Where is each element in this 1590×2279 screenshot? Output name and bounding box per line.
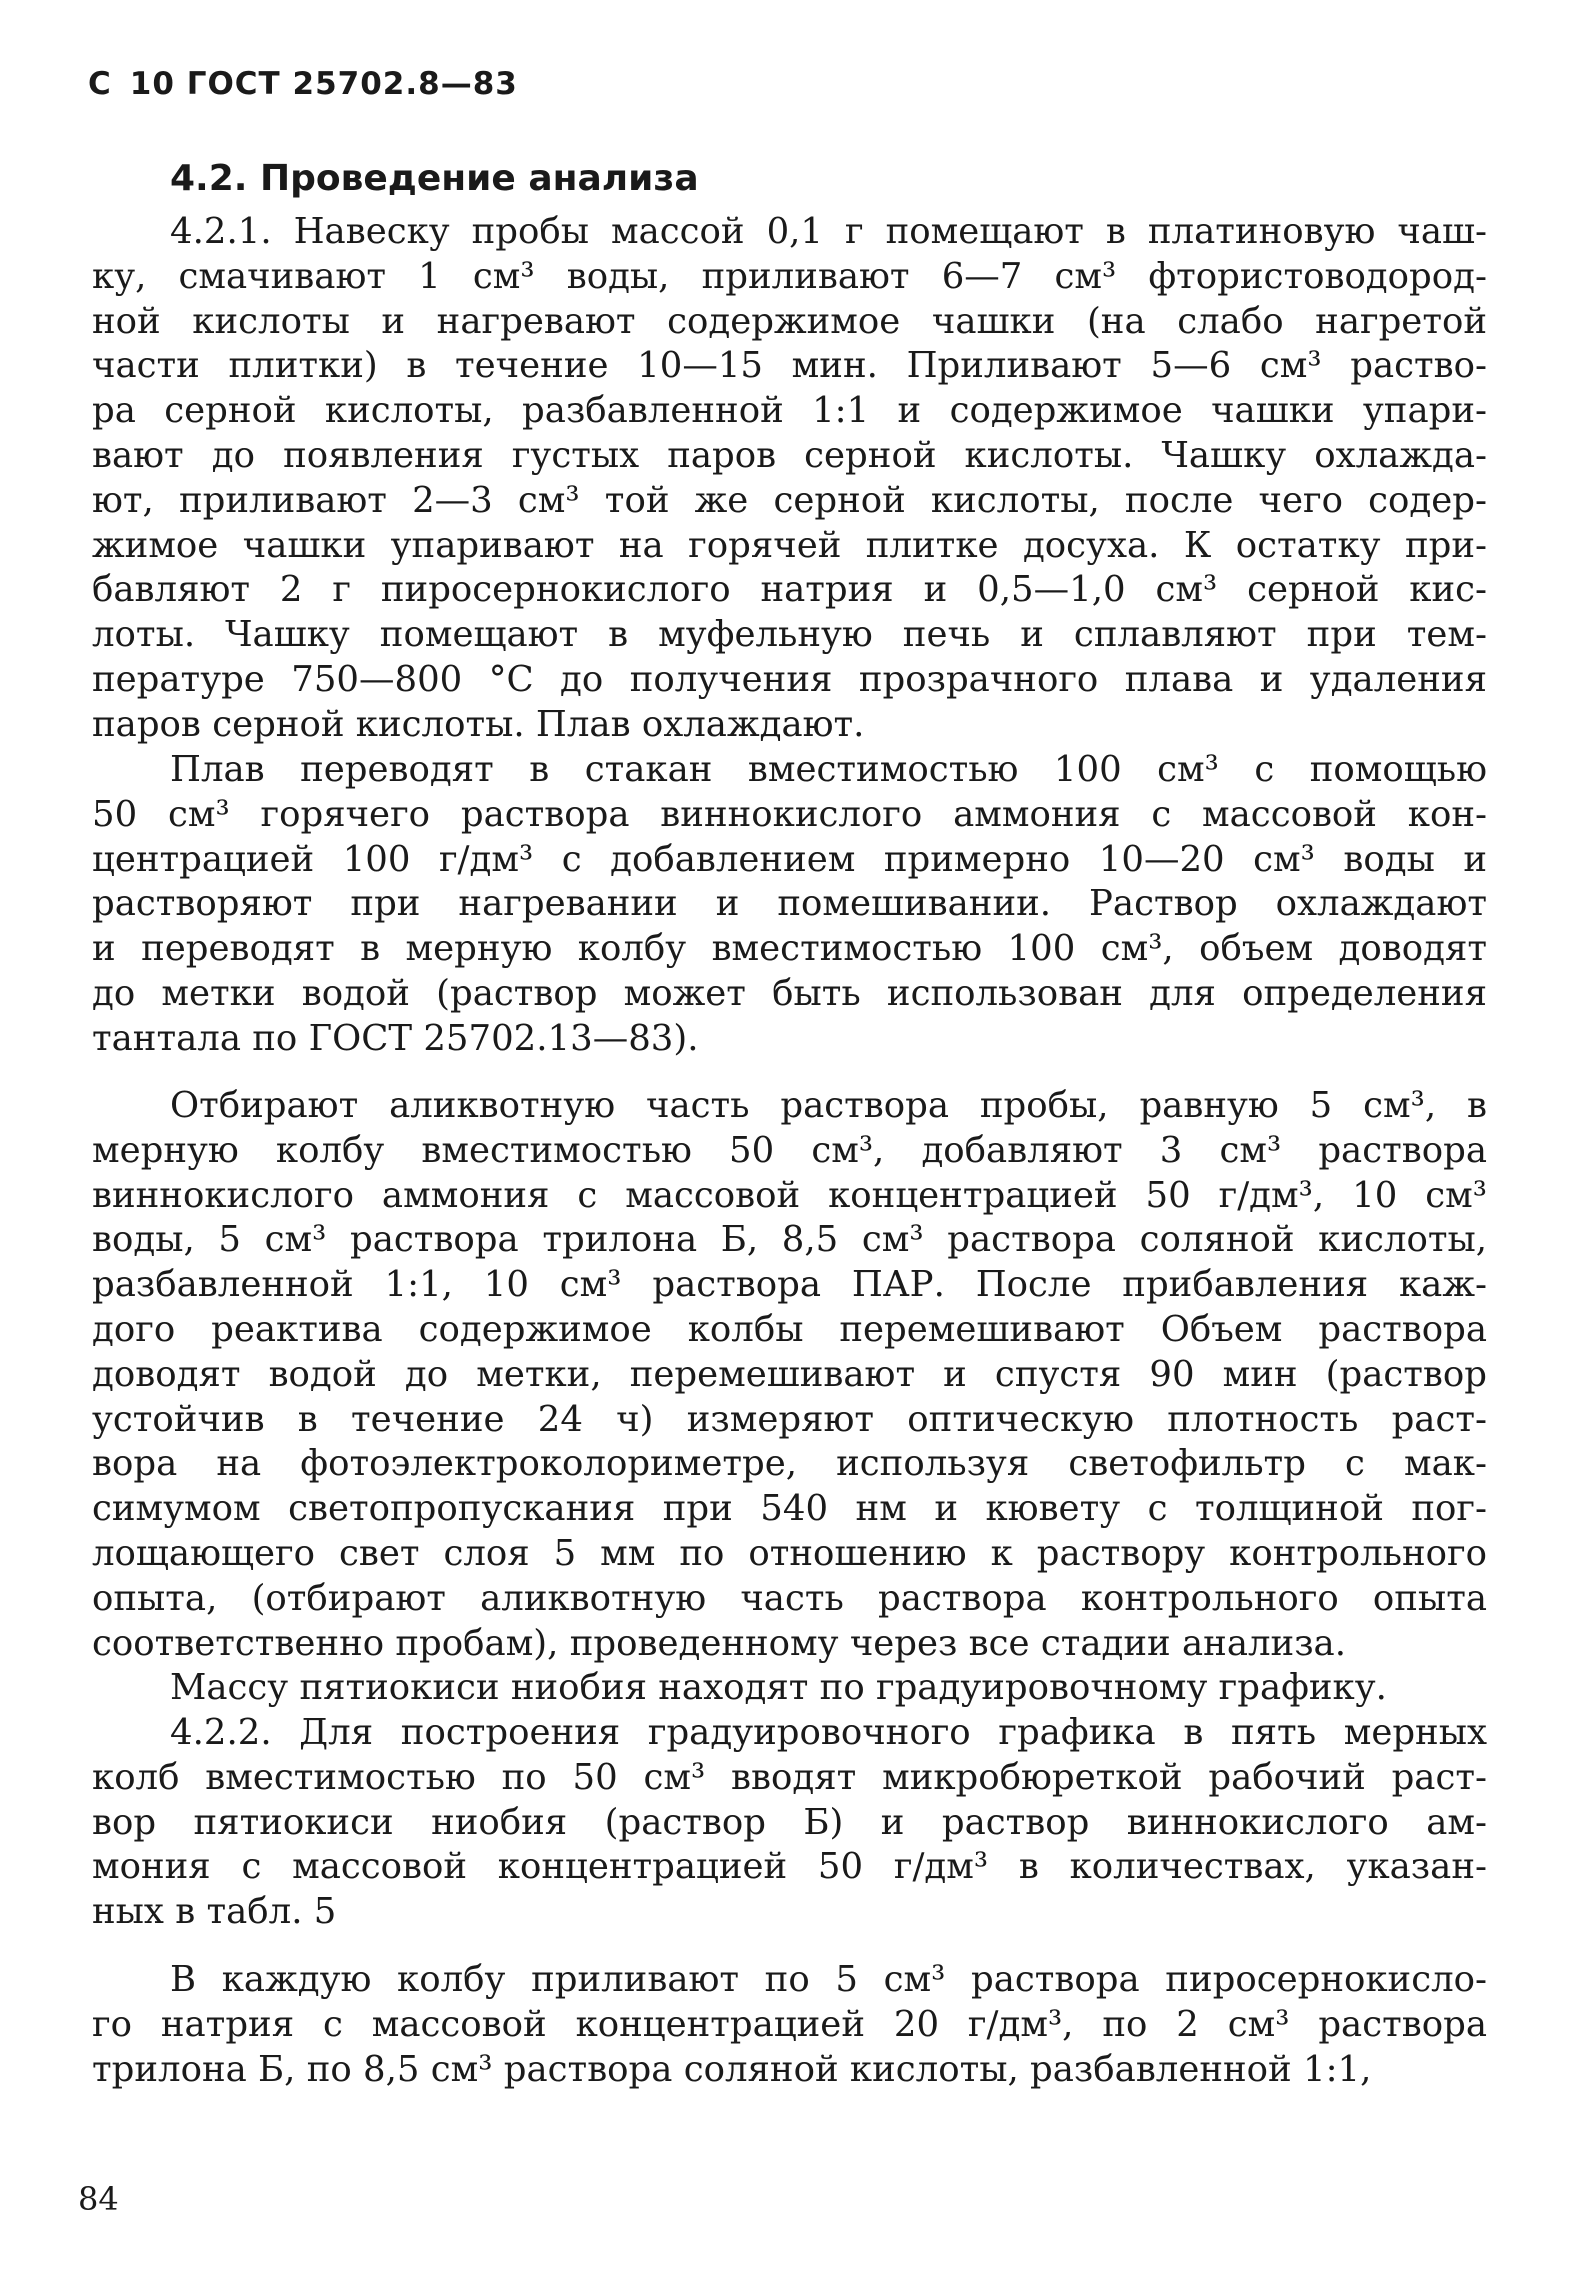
paragraph-each-flask [92, 1958, 1487, 2092]
text-line: мония с массовой концентрацией 50 г/дм³ в количествах, указан- [92, 1846, 1487, 1888]
header-mark: С [88, 66, 112, 102]
text-line: и переводят в мерную колбу вместимостью 100 см³, объем доводят [92, 928, 1487, 970]
text-line: В каждую колбу приливают по 5 см³ раствора пиросернокисло- [170, 1959, 1487, 2000]
page-number: 84 [78, 2180, 119, 2218]
text-line: воды, 5 см³ раствора трилона Б, 8,5 см³ раствора соляной кислоты, [92, 1219, 1487, 1261]
paragraph-4-2-1 [92, 210, 1487, 748]
text-line: опыта, (отбирают аликвотную часть раствора контрольного опыта [92, 1577, 1487, 1619]
text-line: дого реактива содержимое колбы перемешивают Объем раствора [92, 1308, 1487, 1350]
text-line: 4.2.2. Для построения градуировочного графика в пять мерных [170, 1712, 1487, 1753]
text-line: лоты. Чашку помещают в муфельную печь и сплавляют при тем- [92, 614, 1487, 656]
text-line: паров серной кислоты. Плав охлаждают. [92, 703, 865, 745]
paragraph-melt-transfer [92, 748, 1487, 1062]
text-line: жимое чашки упаривают на горячей плитке досуха. К остатку при- [92, 524, 1487, 566]
text-line: соответственно пробам), проведенному через все стадии анализа. [92, 1622, 1347, 1664]
text-line: 4.2.1. Навеску пробы массой 0,1 г помещают в платиновую чаш- [170, 211, 1487, 252]
text-line: ной кислоты и нагревают содержимое чашки (на слабо нагретой [92, 300, 1487, 342]
section-heading: 4.2. Проведение анализа [170, 158, 699, 199]
text-line: доводят водой до метки, перемешивают и спустя 90 мин (раствор [92, 1353, 1487, 1395]
text-line: Отбирают аликвотную часть раствора пробы, равную 5 см³, в [170, 1085, 1487, 1126]
text-line: ных в табл. 5 [92, 1891, 337, 1933]
text-line: 50 см³ горячего раствора виннокислого аммония с массовой кон- [92, 793, 1487, 835]
text-line: устойчив в течение 24 ч) измеряют оптическую плотность раст- [92, 1398, 1487, 1440]
running-header [88, 66, 518, 102]
paragraph-4-2-2 [92, 1711, 1487, 1935]
text-line: части плитки) в течение 10—15 мин. Приливают 5—6 см³ раство- [92, 345, 1487, 387]
paragraph-mass-finding [92, 1666, 1487, 1711]
text-line: ку, смачивают 1 см³ воды, приливают 6—7 см³ фтористоводород- [92, 255, 1487, 297]
text-line: тантала по ГОСТ 25702.13—83). [92, 1017, 699, 1059]
text-line: Массу пятиокиси ниобия находят по градуировочному графику. [170, 1667, 1387, 1708]
text-line: го натрия с массовой концентрацией 20 г/дм³, по 2 см³ раствора [92, 2003, 1487, 2045]
text-line: трилона Б, по 8,5 см³ раствора соляной кислоты, разбавленной 1:1, [92, 2048, 1372, 2090]
text-line: пературе 750—800 °С до получения прозрачного плава и удаления [92, 658, 1487, 700]
text-line: вора на фотоэлектроколориметре, используя светофильтр с мак- [92, 1443, 1487, 1485]
text-line: растворяют при нагревании и помешивании. Раствор охлаждают [92, 883, 1487, 925]
text-line: разбавленной 1:1, 10 см³ раствора ПАР. После прибавления каж- [92, 1264, 1487, 1306]
text-line: лощающего свет слоя 5 мм по отношению к раствору контрольного [92, 1532, 1487, 1574]
text-line: симумом светопропускания при 540 нм и кювету с толщиной пог- [92, 1488, 1487, 1530]
text-line: вают до появления густых паров серной кислоты. Чашку охлажда- [92, 434, 1487, 476]
text-line: ют, приливают 2—3 см³ той же серной кислоты, после чего содер- [92, 479, 1487, 521]
paragraph-aliquot [92, 1084, 1487, 1666]
text-line: центрацией 100 г/дм³ с добавлением примерно 10—20 см³ воды и [92, 838, 1487, 880]
text-line: до метки водой (раствор может быть использован для определения [92, 972, 1487, 1014]
text-line: Плав переводят в стакан вместимостью 100 см³ с помощью [170, 749, 1487, 790]
text-line: колб вместимостью по 50 см³ вводят микробюреткой рабочий раст- [92, 1756, 1487, 1798]
header-page-label: 10 ГОСТ 25702.8—83 [129, 66, 518, 102]
text-line: виннокислого аммония с массовой концентрацией 50 г/дм³, 10 см³ [92, 1174, 1487, 1216]
text-line: мерную колбу вместимостью 50 см³, добавляют 3 см³ раствора [92, 1129, 1487, 1171]
text-line: бавляют 2 г пиросернокислого натрия и 0,5—1,0 см³ серной кис- [92, 569, 1487, 611]
text-line: вор пятиокиси ниобия (раствор Б) и раствор виннокислого ам- [92, 1801, 1487, 1843]
text-line: ра серной кислоты, разбавленной 1:1 и содержимое чашки упари- [92, 390, 1487, 432]
